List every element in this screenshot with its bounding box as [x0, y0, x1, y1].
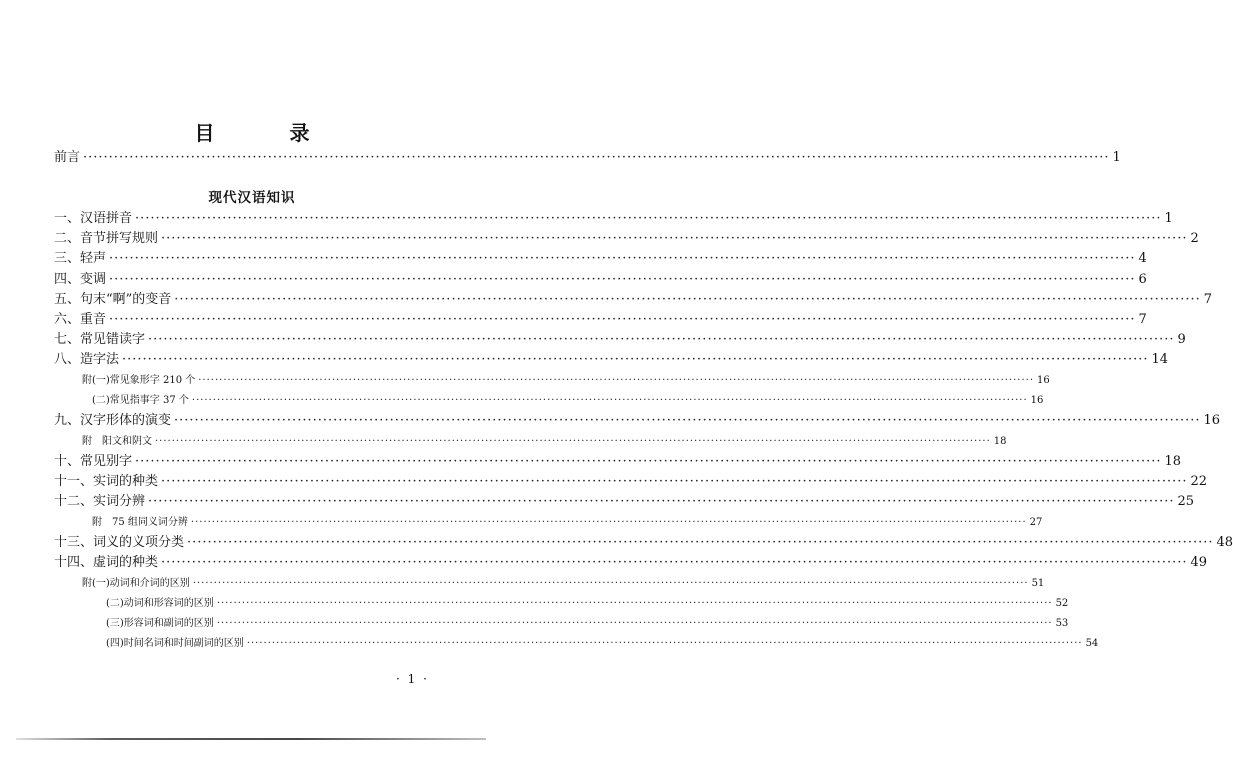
toc-entry	[82, 574, 1045, 594]
toc-entry-label: 二、音节拼写规则	[54, 231, 159, 246]
toc-dot-leader: ········································································································································································································	[187, 535, 1214, 550]
toc-entry	[54, 310, 1147, 330]
toc-entry	[54, 209, 1173, 229]
toc-entry	[54, 270, 1147, 290]
toc-entry-label: 五、句末“啊”的变音	[54, 292, 172, 307]
toc-entry-page: 54	[1085, 638, 1099, 649]
toc-dot-leader: ········································································································································································································	[216, 598, 1053, 609]
toc-entry-page: 14	[1151, 352, 1169, 367]
page-number: · 1 ·	[396, 672, 429, 686]
toc-dot-leader: ········································································································································································································	[192, 578, 1029, 589]
toc-entry	[92, 391, 1044, 411]
toc-entry-page: 7	[1203, 292, 1213, 307]
toc-entry-page: 51	[1031, 578, 1045, 589]
section-heading: 现代汉语知识	[208, 190, 296, 206]
toc-entry	[54, 350, 1169, 370]
toc-entry-page: 9	[1177, 332, 1186, 347]
toc-dot-leader: ········································································································································································································	[109, 272, 1136, 287]
toc-entry-page: 1	[1164, 211, 1173, 226]
page-title: 目 录	[194, 121, 344, 145]
toc-dot-leader: ········································································································································································································	[148, 332, 1175, 347]
toc-dot-leader: ········································································································································································································	[246, 638, 1083, 649]
toc-entry-label: 八、造字法	[54, 352, 120, 367]
toc-dot-leader: ········································································································································································································	[135, 454, 1162, 469]
toc-entry	[54, 533, 1233, 553]
toc-entry	[92, 513, 1043, 533]
toc-dot-leader: ········································································································································································································	[109, 251, 1136, 266]
toc-dot-leader: ········································································································································································································	[161, 555, 1188, 570]
toc-dot-leader: ········································································································································································································	[174, 292, 1201, 307]
toc-entry	[54, 411, 1221, 431]
toc-entry-page: 16	[1203, 413, 1221, 428]
toc-entry-page: 49	[1190, 555, 1208, 570]
toc-entry-page: 27	[1029, 517, 1043, 528]
toc-entry-page: 4	[1138, 251, 1147, 266]
toc-entry-label: (二)动词和形容词的区别	[106, 598, 214, 609]
toc-entry-page: 1	[1112, 150, 1121, 165]
toc-entry-label: 九、汉字形体的演变	[54, 413, 172, 428]
toc-entry-page: 2	[1190, 231, 1199, 246]
table-of-contents	[54, 0, 1233, 780]
toc-dot-leader: ········································································································································································································	[122, 352, 1149, 367]
toc-entry	[54, 492, 1195, 512]
toc-entry	[106, 594, 1069, 614]
toc-entry-page: 53	[1055, 618, 1069, 629]
toc-entry	[82, 432, 1007, 452]
toc-entry	[106, 634, 1099, 654]
toc-entry-label: 四、变调	[54, 272, 107, 287]
toc-entry-label: 前言	[54, 150, 81, 165]
toc-dot-leader: ········································································································································································································	[174, 413, 1201, 428]
scan-edge-line	[16, 738, 486, 740]
toc-entry-label: (二)常见指事字 37 个	[92, 395, 189, 406]
toc-dot-leader: ········································································································································································································	[161, 474, 1188, 489]
toc-entry-label: 十二、实词分辨	[54, 494, 146, 509]
toc-dot-leader: ········································································································································································································	[155, 436, 991, 447]
toc-entry-label: 十一、实词的种类	[54, 474, 159, 489]
toc-entry	[54, 452, 1182, 472]
toc-entry-label: 十、常见别字	[54, 454, 133, 469]
toc-dot-leader: ········································································································································································································	[83, 150, 1110, 165]
toc-dot-leader: ········································································································································································································	[191, 395, 1028, 406]
toc-entry	[54, 290, 1213, 310]
toc-entry-page: 6	[1138, 272, 1147, 287]
toc-entry	[54, 472, 1208, 492]
toc-entry-label: 附 阳文和阴文	[82, 436, 152, 447]
toc-dot-leader: ········································································································································································································	[190, 517, 1027, 528]
toc-entry-page: 22	[1190, 474, 1208, 489]
toc-entry-label: (三)形容词和副词的区别	[106, 618, 214, 629]
toc-entry-label: 附(一)常见象形字 210 个	[82, 375, 196, 386]
toc-dot-leader: ········································································································································································································	[216, 618, 1053, 629]
toc-entry-page: 16	[1030, 395, 1044, 406]
toc-entry	[82, 371, 1050, 391]
toc-entry	[106, 614, 1069, 634]
toc-entry-label: 六、重音	[54, 312, 107, 327]
toc-entry	[54, 249, 1147, 269]
toc-dot-leader: ········································································································································································································	[161, 231, 1188, 246]
toc-entry	[54, 553, 1208, 573]
toc-entry-label: 十三、词义的义项分类	[54, 535, 185, 550]
toc-dot-leader: ········································································································································································································	[148, 494, 1175, 509]
toc-entry	[54, 229, 1199, 249]
toc-entry-label: 一、汉语拼音	[54, 211, 133, 226]
toc-entry-label: 三、轻声	[54, 251, 107, 266]
toc-entry-label: 七、常见错读字	[54, 332, 146, 347]
toc-entry-page: 18	[993, 436, 1007, 447]
toc-entry-label: (四)时间名词和时间副词的区别	[106, 638, 244, 649]
toc-entry	[54, 148, 1121, 168]
toc-entry-page: 18	[1164, 454, 1182, 469]
toc-entry-page: 48	[1216, 535, 1233, 550]
toc-dot-leader: ········································································································································································································	[135, 211, 1162, 226]
toc-dot-leader: ········································································································································································································	[198, 375, 1034, 386]
toc-entry-label: 十四、虚词的种类	[54, 555, 159, 570]
toc-entry-page: 52	[1055, 598, 1069, 609]
toc-entry-page: 16	[1037, 375, 1050, 386]
toc-entry-label: 附 75 组同义词分辨	[92, 517, 188, 528]
toc-entry-page: 7	[1138, 312, 1147, 327]
toc-entry-label: 附(一)动词和介词的区别	[82, 578, 190, 589]
toc-entry	[54, 330, 1186, 350]
toc-dot-leader: ········································································································································································································	[109, 312, 1136, 327]
toc-entry-page: 25	[1177, 494, 1195, 509]
